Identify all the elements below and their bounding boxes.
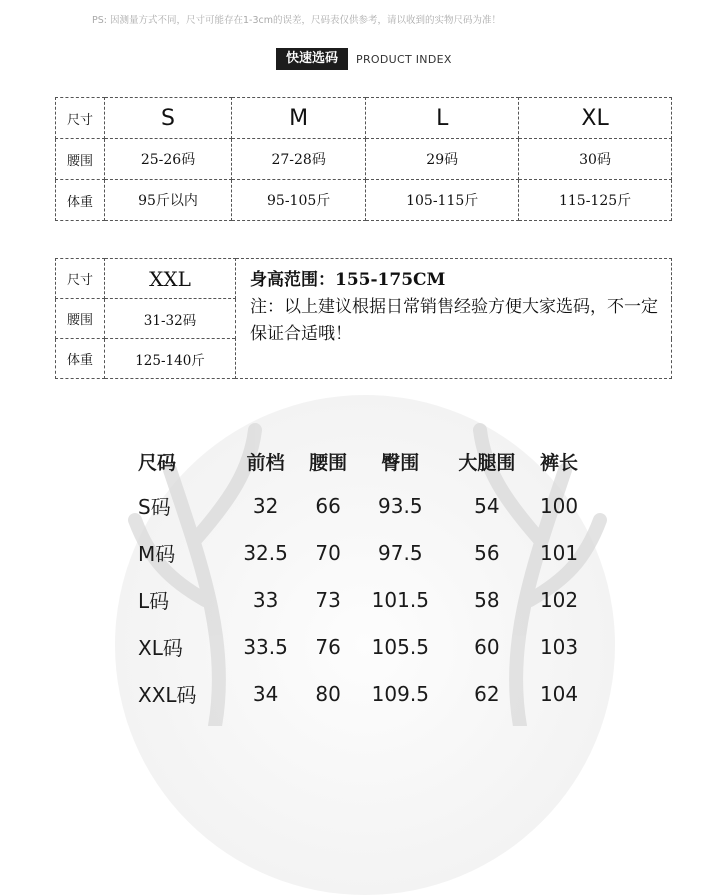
table-row — [128, 576, 588, 623]
row-label: 腰围 — [56, 139, 105, 180]
table-cell: 101.5 — [371, 587, 429, 612]
waist-cell: 25-26码 — [105, 139, 232, 180]
table-cell: 70 — [315, 540, 341, 565]
size-cell: XXL — [105, 259, 236, 299]
waist-cell: 29码 — [366, 139, 519, 180]
table-cell: 104 — [539, 681, 579, 706]
weight-cell: 95斤以内 — [105, 180, 232, 221]
column-header: 腰围 — [309, 451, 348, 474]
table-cell: 100 — [539, 493, 579, 518]
size-cell: XL — [519, 98, 672, 139]
table-cell: 33 — [252, 587, 279, 612]
table-row — [128, 529, 588, 576]
weight-cell: 105-115斤 — [366, 180, 519, 221]
column-header: 大腿围 — [458, 451, 516, 474]
table-cell: 60 — [474, 634, 500, 659]
table-cell: 34 — [252, 681, 279, 706]
column-header: 前档 — [246, 451, 285, 474]
table-cell: 101 — [539, 540, 579, 565]
row-label: 尺寸 — [56, 259, 105, 299]
weight-cell: 115-125斤 — [519, 180, 672, 221]
table-row — [128, 623, 588, 670]
table-cell: XL码 — [138, 636, 183, 660]
row-label: 体重 — [56, 339, 105, 379]
table-cell: 80 — [315, 681, 341, 706]
table-cell: 54 — [474, 493, 500, 518]
table-cell: 102 — [539, 587, 579, 612]
row-label: 尺寸 — [56, 98, 105, 139]
weight-cell: 95-105斤 — [232, 180, 366, 221]
table-cell: L码 — [138, 589, 170, 613]
table-cell: 56 — [474, 540, 500, 565]
table-cell: 103 — [539, 634, 579, 659]
table-header-row — [128, 440, 588, 482]
size-cell: S — [105, 98, 232, 139]
column-header: 尺码 — [138, 451, 177, 474]
table-cell: 58 — [474, 587, 500, 612]
table-cell: 97.5 — [378, 540, 423, 565]
header-zh: 快速选码 — [276, 48, 348, 70]
row-label: 体重 — [56, 180, 105, 221]
table-row — [128, 670, 588, 717]
table-cell: 105.5 — [371, 634, 429, 659]
size-cell: L — [366, 98, 519, 139]
measurement-table — [128, 440, 588, 717]
height-range: 身高范围：155-175CM — [250, 270, 446, 290]
table-cell: 93.5 — [378, 493, 423, 518]
size-advice-note: 注：以上建议根据日常销售经验方便大家选码，不一定保证合适哦！ — [250, 297, 658, 344]
table-cell: 33.5 — [243, 634, 288, 659]
table-cell: 73 — [315, 587, 341, 612]
column-header: 裤长 — [540, 451, 579, 474]
size-cell: M — [232, 98, 366, 139]
waist-cell: 27-28码 — [232, 139, 366, 180]
table-cell: 62 — [474, 681, 500, 706]
weight-cell: 125-140斤 — [105, 339, 236, 379]
table-cell: 109.5 — [371, 681, 429, 706]
table-cell: 32 — [252, 493, 279, 518]
header-en: PRODUCT INDEX — [356, 52, 452, 66]
table-cell: 66 — [315, 493, 341, 518]
waist-cell: 31-32码 — [105, 299, 236, 339]
table-cell: 32.5 — [243, 540, 288, 565]
column-header: 臀围 — [381, 451, 420, 474]
table-cell: M码 — [138, 542, 176, 566]
table-cell: S码 — [138, 495, 171, 519]
waist-cell: 30码 — [519, 139, 672, 180]
table-row — [128, 482, 588, 529]
ps-note: PS: 因测量方式不同，尺寸可能存在1-3cm的误差，尺码表仅供参考，请以收到的实物尺码为准！ — [92, 15, 501, 26]
row-label: 腰围 — [56, 299, 105, 339]
table-cell: 76 — [315, 634, 341, 659]
table-cell: XXL码 — [138, 683, 197, 707]
